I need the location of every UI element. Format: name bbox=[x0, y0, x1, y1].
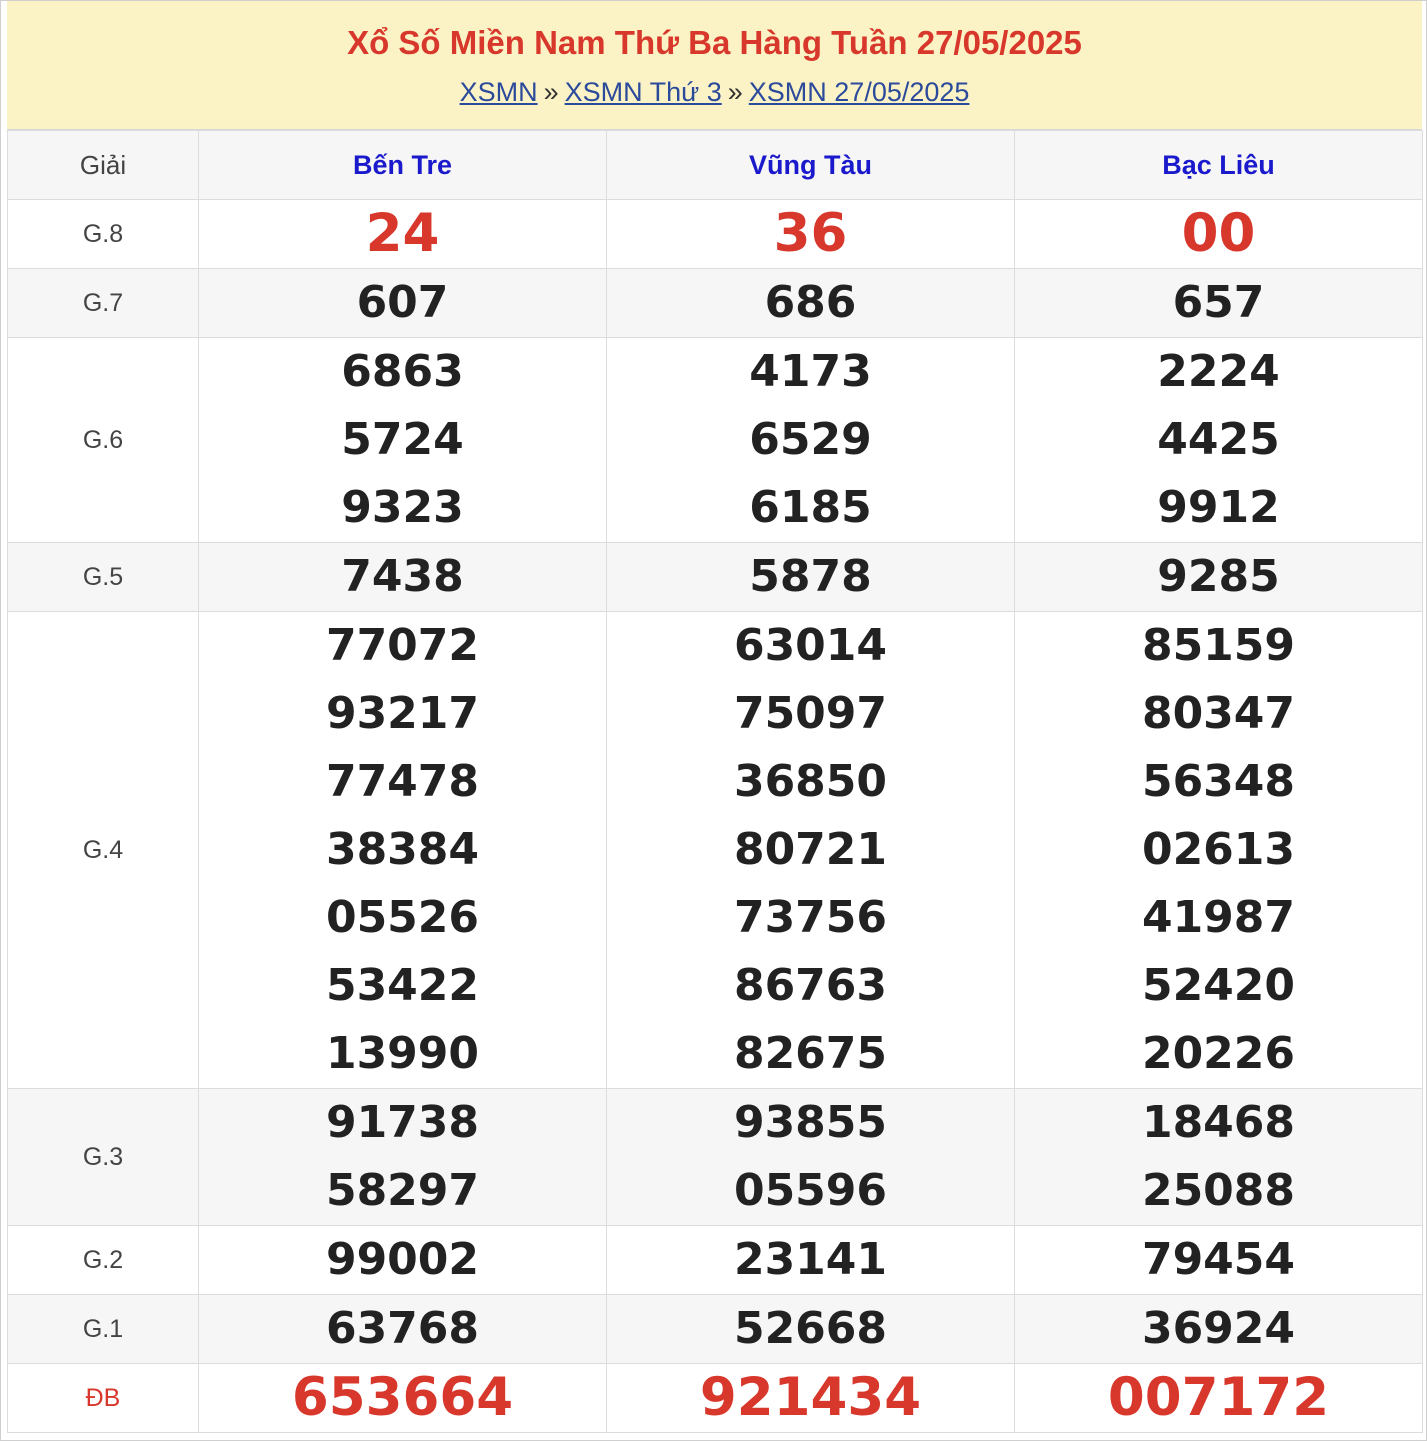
result-number: 607 bbox=[356, 277, 449, 328]
results-body bbox=[8, 200, 1423, 1433]
result-number: 9912 bbox=[1157, 482, 1280, 533]
result-number: 77478 bbox=[325, 756, 480, 807]
result-number: 93217 bbox=[325, 688, 480, 739]
result-number: 75097 bbox=[733, 688, 888, 739]
breadcrumb-separator: » bbox=[727, 77, 743, 107]
result-cell bbox=[199, 338, 607, 543]
result-number: 2224 bbox=[1157, 346, 1280, 397]
result-cell bbox=[607, 612, 1015, 1089]
result-number: 4425 bbox=[1157, 414, 1280, 465]
prize-row-g1 bbox=[8, 1295, 1423, 1364]
result-cell bbox=[199, 1364, 607, 1433]
result-cell bbox=[607, 1226, 1015, 1295]
result-number: 13990 bbox=[325, 1028, 480, 1079]
result-number: 36 bbox=[773, 203, 848, 264]
prize-label: G.5 bbox=[8, 543, 199, 612]
result-number: 52420 bbox=[1141, 960, 1296, 1011]
province-header-vung-tau[interactable]: Vũng Tàu bbox=[607, 131, 1015, 200]
result-cell bbox=[1015, 338, 1423, 543]
result-number: 99002 bbox=[325, 1234, 480, 1285]
result-number: 921434 bbox=[699, 1367, 922, 1428]
result-cell bbox=[1015, 1226, 1423, 1295]
result-cell bbox=[199, 269, 607, 338]
prize-label: G.7 bbox=[8, 269, 199, 338]
result-number: 6863 bbox=[341, 346, 464, 397]
result-number: 25088 bbox=[1141, 1165, 1296, 1216]
result-cell bbox=[1015, 612, 1423, 1089]
prize-label: G.6 bbox=[8, 338, 199, 543]
result-number: 58297 bbox=[325, 1165, 480, 1216]
result-number: 91738 bbox=[325, 1097, 480, 1148]
prize-row-g7 bbox=[8, 269, 1423, 338]
result-number: 007172 bbox=[1107, 1367, 1330, 1428]
result-number: 56348 bbox=[1141, 756, 1296, 807]
result-number: 05596 bbox=[733, 1165, 888, 1216]
breadcrumb-link-xsmn-thu-3[interactable]: XSMN Thứ 3 bbox=[564, 77, 722, 107]
breadcrumb-separator: » bbox=[543, 77, 559, 107]
result-number: 63014 bbox=[733, 620, 888, 671]
result-number: 24 bbox=[365, 203, 440, 264]
results-table bbox=[7, 130, 1423, 1433]
results-header bbox=[7, 1, 1422, 130]
prize-row-g4 bbox=[8, 612, 1423, 1089]
prize-label: ĐB bbox=[8, 1364, 199, 1433]
result-number: 79454 bbox=[1141, 1234, 1296, 1285]
result-cell bbox=[199, 612, 607, 1089]
result-number: 80347 bbox=[1141, 688, 1296, 739]
result-number: 7438 bbox=[341, 551, 464, 602]
prize-row-g3 bbox=[8, 1089, 1423, 1226]
result-cell bbox=[1015, 1089, 1423, 1226]
result-number: 80721 bbox=[733, 824, 888, 875]
result-cell bbox=[1015, 200, 1423, 269]
result-number: 53422 bbox=[325, 960, 480, 1011]
result-number: 6529 bbox=[749, 414, 872, 465]
prize-row-g6 bbox=[8, 338, 1423, 543]
result-number: 38384 bbox=[325, 824, 480, 875]
result-number: 686 bbox=[764, 277, 857, 328]
prize-row-g2 bbox=[8, 1226, 1423, 1295]
province-header-ben-tre[interactable]: Bến Tre bbox=[199, 131, 607, 200]
prize-row-db bbox=[8, 1364, 1423, 1433]
prize-label: G.8 bbox=[8, 200, 199, 269]
result-number: 20226 bbox=[1141, 1028, 1296, 1079]
result-cell bbox=[607, 543, 1015, 612]
result-number: 5878 bbox=[749, 551, 872, 602]
result-number: 9323 bbox=[341, 482, 464, 533]
prize-label: G.2 bbox=[8, 1226, 199, 1295]
result-cell bbox=[199, 200, 607, 269]
result-number: 4173 bbox=[749, 346, 872, 397]
result-cell bbox=[607, 1364, 1015, 1433]
result-number: 86763 bbox=[733, 960, 888, 1011]
result-number: 82675 bbox=[733, 1028, 888, 1079]
result-number: 653664 bbox=[291, 1367, 514, 1428]
result-cell bbox=[607, 269, 1015, 338]
result-number: 77072 bbox=[325, 620, 480, 671]
result-number: 02613 bbox=[1141, 824, 1296, 875]
result-number: 36850 bbox=[733, 756, 888, 807]
result-cell bbox=[607, 1089, 1015, 1226]
result-cell bbox=[607, 1295, 1015, 1364]
breadcrumb-link-xsmn[interactable]: XSMN bbox=[459, 77, 538, 107]
result-number: 23141 bbox=[733, 1234, 888, 1285]
breadcrumb bbox=[7, 75, 1422, 109]
result-cell bbox=[199, 1226, 607, 1295]
prize-row-g5 bbox=[8, 543, 1423, 612]
result-number: 05526 bbox=[325, 892, 480, 943]
page-title: Xổ Số Miền Nam Thứ Ba Hàng Tuần 27/05/2025 bbox=[347, 24, 1082, 61]
result-cell bbox=[607, 200, 1015, 269]
result-number: 63768 bbox=[325, 1303, 480, 1354]
prize-label: G.4 bbox=[8, 612, 199, 1089]
result-cell bbox=[199, 1295, 607, 1364]
result-cell bbox=[199, 543, 607, 612]
result-number: 41987 bbox=[1141, 892, 1296, 943]
result-number: 93855 bbox=[733, 1097, 888, 1148]
prize-label: G.1 bbox=[8, 1295, 199, 1364]
result-cell bbox=[1015, 1295, 1423, 1364]
result-number: 18468 bbox=[1141, 1097, 1296, 1148]
breadcrumb-link-xsmn-date[interactable]: XSMN 27/05/2025 bbox=[748, 77, 970, 107]
result-number: 52668 bbox=[733, 1303, 888, 1354]
result-cell bbox=[1015, 269, 1423, 338]
result-number: 9285 bbox=[1157, 551, 1280, 602]
result-cell bbox=[199, 1089, 607, 1226]
result-cell bbox=[1015, 543, 1423, 612]
prize-row-g8 bbox=[8, 200, 1423, 269]
prize-column-header: Giải bbox=[8, 131, 199, 200]
result-number: 5724 bbox=[341, 414, 464, 465]
result-number: 6185 bbox=[749, 482, 872, 533]
result-number: 00 bbox=[1181, 203, 1256, 264]
table-header-row bbox=[8, 131, 1423, 200]
province-header-bac-lieu[interactable]: Bạc Liêu bbox=[1015, 131, 1423, 200]
prize-label: G.3 bbox=[8, 1089, 199, 1226]
result-number: 36924 bbox=[1141, 1303, 1296, 1354]
result-number: 657 bbox=[1172, 277, 1265, 328]
result-cell bbox=[1015, 1364, 1423, 1433]
result-cell bbox=[607, 338, 1015, 543]
result-number: 85159 bbox=[1141, 620, 1296, 671]
result-number: 73756 bbox=[733, 892, 888, 943]
